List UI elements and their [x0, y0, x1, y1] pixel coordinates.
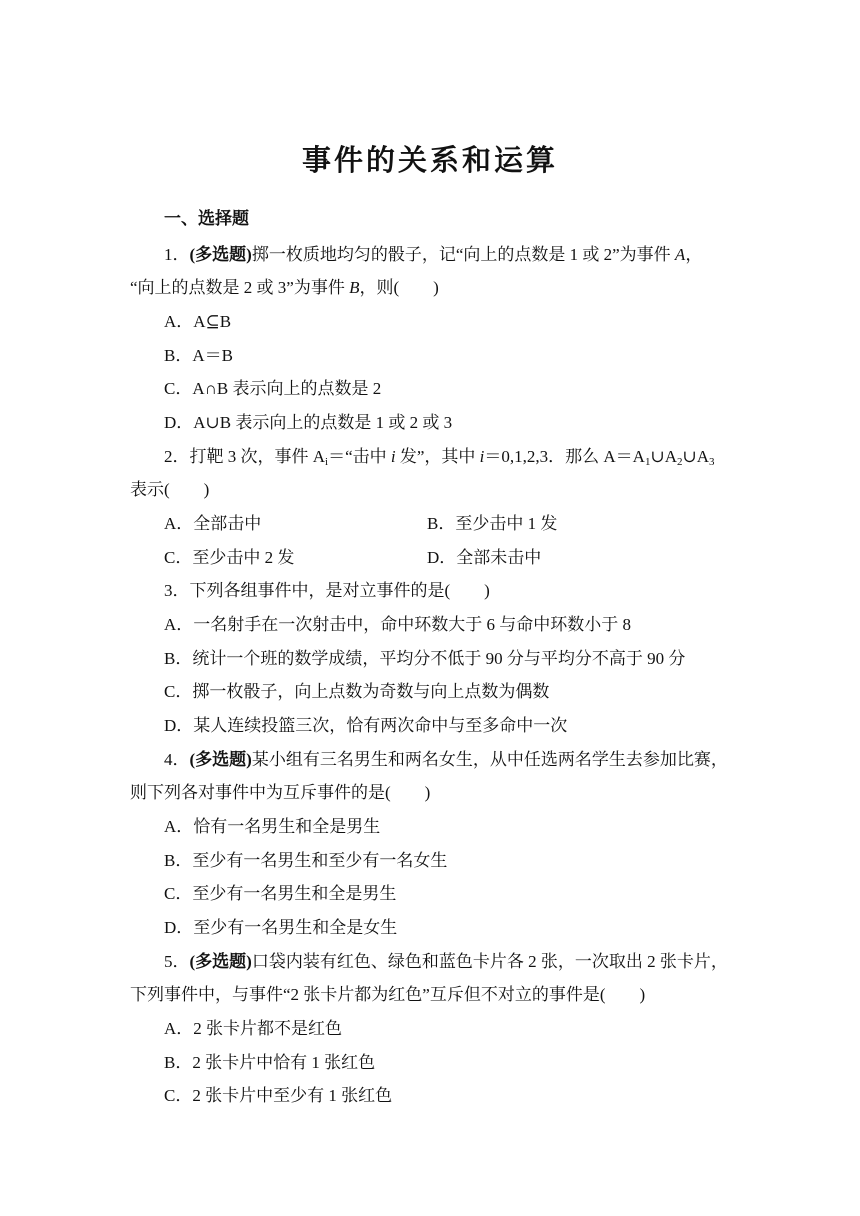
q2-option-c[interactable] [164, 547, 294, 569]
q5-option-b[interactable] [164, 1052, 375, 1074]
question-1 [164, 244, 702, 266]
q3-option-d[interactable] [164, 715, 567, 737]
option-label: D． [427, 548, 457, 567]
option-label: C． [164, 884, 193, 903]
question-text: 下列各组事件中，是对立事件的是( ) [189, 581, 490, 600]
question-4-line-2: 则下列各对事件中为互斥事件的是( ) [130, 783, 431, 802]
q1-option-d[interactable] [164, 412, 452, 434]
q1-option-b[interactable] [164, 345, 233, 367]
option-text: 2 张卡片中至少有 1 张红色 [192, 1086, 393, 1105]
q4-option-c[interactable] [164, 883, 396, 905]
option-label: B． [164, 649, 193, 668]
question-text: ，则( ) [359, 278, 439, 297]
q3-option-b[interactable] [164, 648, 685, 670]
option-text: 2 张卡片都不是红色 [193, 1019, 343, 1038]
option-label: D． [164, 918, 194, 937]
q4-option-b[interactable] [164, 850, 447, 872]
question-text: 某小组有三名男生和两名女生，从中任选两名学生去参加比赛， [251, 750, 728, 769]
option-text: 2 张卡片中恰有 1 张红色 [192, 1053, 376, 1072]
option-text: 至少击中 1 发 [455, 514, 558, 533]
question-2 [164, 446, 715, 473]
question-number: 2． [164, 447, 190, 466]
q5-option-a[interactable] [164, 1018, 342, 1040]
q2-option-d[interactable] [427, 547, 541, 569]
question-text: ＝0,1,2,3．那么 A＝A [484, 447, 645, 466]
subscript: 3 [709, 456, 715, 468]
subscript: 1 [644, 456, 651, 468]
option-label: C． [164, 379, 193, 398]
page-title: 事件的关系和运算 [301, 145, 558, 177]
question-tag: (多选题) [189, 952, 252, 971]
option-label: A． [164, 312, 194, 331]
option-text: 一名射手在一次射击中，命中环数大于 6 与命中环数小于 8 [193, 615, 632, 634]
question-5 [164, 951, 728, 973]
question-tag: (多选题) [189, 245, 252, 264]
question-text: ∪A [650, 447, 677, 466]
option-text: 至少有一名男生和至少有一名女生 [192, 851, 448, 870]
option-label: A． [164, 1019, 194, 1038]
option-text: 全部未击中 [456, 548, 542, 567]
question-2-line-2: 表示( ) [130, 480, 210, 499]
q3-option-a[interactable] [164, 614, 631, 636]
question-tag: (多选题) [189, 750, 252, 769]
option-label: D． [164, 413, 194, 432]
question-5-line-2: 下列事件中，与事件“2 张卡片都为红色”互斥但不对立的事件是( ) [130, 985, 646, 1004]
q2-option-a[interactable] [164, 513, 261, 535]
subscript: 2 [677, 456, 683, 468]
subscript: i [325, 456, 329, 468]
option-text: A∪B 表示向上的点数是 1 或 2 或 3 [193, 413, 453, 432]
option-label: A． [164, 615, 194, 634]
option-text: 掷一枚骰子，向上点数为奇数与向上点数为偶数 [192, 682, 550, 701]
q2-option-b[interactable] [427, 513, 557, 535]
section-heading: 一、选择题 [164, 209, 249, 228]
question-text: 打靶 3 次，事件 A [189, 447, 326, 466]
question-number: 4． [164, 750, 190, 769]
q4-option-a[interactable] [164, 816, 380, 838]
option-text: 至少有一名男生和全是女生 [193, 918, 398, 937]
option-label: B． [164, 1053, 193, 1072]
variable: B [349, 278, 360, 297]
question-number: 5． [164, 952, 190, 971]
option-label: A． [164, 514, 194, 533]
q4-option-d[interactable] [164, 917, 397, 939]
question-text: ， [685, 245, 703, 264]
option-text: A⊆B [193, 312, 232, 331]
question-text: 发”，其中 [395, 447, 480, 466]
option-text: 某人连续投篮三次，恰有两次命中与至多命中一次 [193, 716, 568, 735]
question-number: 3． [164, 581, 190, 600]
option-text: A＝B [192, 346, 233, 365]
variable: i [479, 447, 485, 466]
variable: A [674, 245, 686, 264]
variable: i [390, 447, 396, 466]
question-text: ＝“击中 [328, 447, 391, 466]
option-label: C． [164, 1086, 193, 1105]
question-text: 掷一枚质地均匀的骰子，记“向上的点数是 1 或 2”为事件 [251, 245, 675, 264]
question-number: 1． [164, 245, 190, 264]
option-label: C． [164, 682, 193, 701]
option-label: D． [164, 716, 194, 735]
question-text: “向上的点数是 2 或 3”为事件 [130, 278, 350, 297]
question-1-line-2 [130, 277, 439, 299]
q5-option-c[interactable] [164, 1085, 392, 1107]
option-label: B． [427, 514, 456, 533]
option-label: C． [164, 548, 193, 567]
question-text: ∪A [682, 447, 710, 466]
option-label: B． [164, 851, 193, 870]
option-text: 恰有一名男生和全是男生 [193, 817, 381, 836]
question-text: 口袋内装有红色、绿色和蓝色卡片各 2 张，一次取出 2 张卡片， [251, 952, 728, 971]
option-label: B． [164, 346, 193, 365]
option-text: 全部击中 [193, 514, 262, 533]
option-text: A∩B 表示向上的点数是 2 [192, 379, 382, 398]
option-label: A． [164, 817, 194, 836]
option-text: 至少有一名男生和全是男生 [192, 884, 397, 903]
option-text: 至少击中 2 发 [192, 548, 295, 567]
question-3 [164, 580, 490, 602]
q3-option-c[interactable] [164, 681, 549, 703]
option-text: 统计一个班的数学成绩，平均分不低于 90 分与平均分不高于 90 分 [192, 649, 686, 668]
q1-option-a[interactable] [164, 311, 231, 333]
q1-option-c[interactable] [164, 378, 381, 400]
question-4 [164, 749, 728, 771]
